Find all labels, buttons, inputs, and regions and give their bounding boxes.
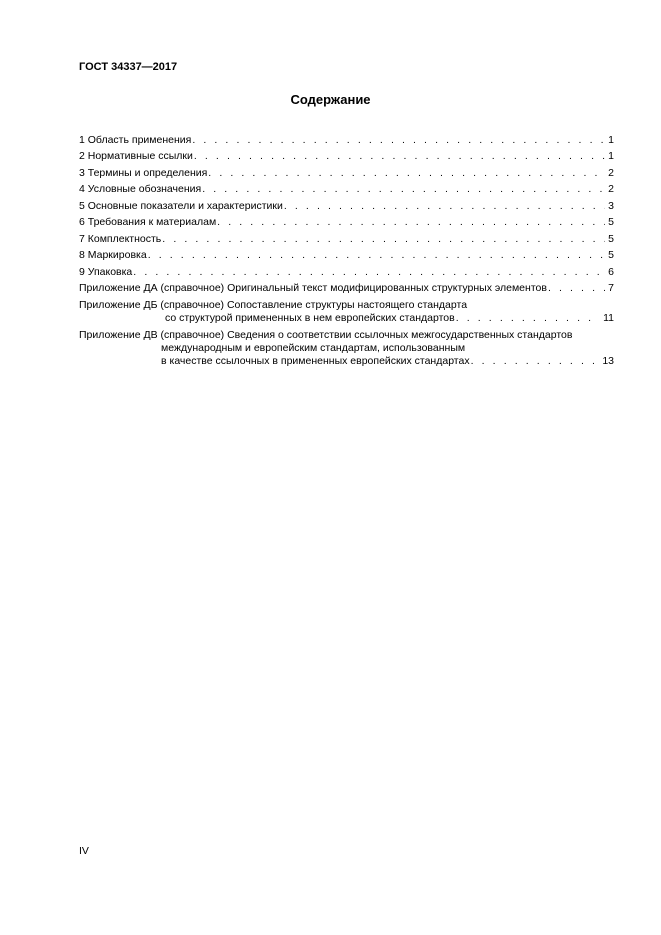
dot-leader — [217, 216, 605, 229]
toc-entry-label: 3 Термины и определения — [79, 166, 208, 179]
toc-entry-page: 7 — [608, 282, 614, 294]
toc-entry-label-line: в качестве ссылочных в примененных европейских стандартах — [161, 355, 470, 367]
toc-entry-appendix-db[interactable] — [79, 299, 614, 325]
dot-leader — [202, 183, 605, 196]
toc-entry-page: 5 — [608, 232, 614, 245]
toc-entry-label: 5 Основные показатели и характеристики — [79, 199, 283, 212]
dot-leader — [471, 355, 600, 368]
toc-entry-section-8[interactable] — [79, 246, 614, 263]
toc-entry-page: 5 — [608, 216, 614, 228]
toc-entry-label: 9 Упаковка — [79, 265, 133, 278]
toc-entry-page: 2 — [608, 183, 614, 195]
toc-entry-page: 6 — [608, 265, 614, 278]
dot-leader — [162, 233, 605, 246]
toc-title: Содержание — [290, 92, 371, 107]
dot-leader — [208, 167, 605, 180]
dot-leader — [284, 200, 605, 213]
dot-leader — [456, 312, 600, 325]
toc-entry-label: Приложение ДА (справочное) Оригинальный текст модифицированных структурных элементов — [79, 282, 547, 294]
toc-entry-label: 4 Условные обозначения — [79, 183, 202, 195]
table-of-contents — [79, 130, 614, 372]
toc-entry-page: 1 — [608, 133, 614, 146]
toc-entry-label: 2 Нормативные ссылки — [79, 150, 193, 162]
toc-entry-label: 1 Область применения — [79, 133, 192, 146]
toc-entry-section-6[interactable] — [79, 213, 614, 230]
page-number: IV — [79, 845, 89, 857]
toc-entry-label: 8 Маркировка — [79, 249, 147, 261]
toc-entry-section-7[interactable] — [79, 229, 614, 246]
dot-leader — [148, 249, 605, 262]
toc-entry-label: 6 Требования к материалам — [79, 216, 217, 228]
dot-leader — [192, 134, 605, 147]
dot-leader — [548, 282, 605, 295]
dot-leader — [194, 150, 605, 163]
toc-entry-label-line: международным и европейским стандартам, использованным — [161, 342, 466, 354]
toc-entry-appendix-da[interactable] — [79, 279, 614, 296]
toc-entry-page: 5 — [608, 249, 614, 261]
toc-entry-page: 11 — [603, 312, 614, 324]
toc-entry-label-line: Приложение ДВ (справочное) Сведения о соответствии ссылочных межгосударственных стандартов — [79, 329, 573, 341]
toc-entry-page: 3 — [608, 199, 614, 212]
toc-entry-section-4[interactable] — [79, 180, 614, 197]
toc-entry-section-1[interactable] — [79, 130, 614, 147]
toc-entry-section-5[interactable] — [79, 196, 614, 213]
toc-entry-section-9[interactable] — [79, 262, 614, 279]
toc-entry-label: 7 Комплектность — [79, 232, 162, 245]
toc-entry-label-line: со структурой примененных в нем европейских стандартов — [165, 312, 455, 324]
toc-entry-page: 1 — [608, 150, 614, 162]
toc-entry-page: 13 — [602, 355, 614, 367]
toc-entry-page: 2 — [608, 166, 614, 179]
toc-entry-section-3[interactable] — [79, 163, 614, 180]
document-code-header: ГОСТ 34337—2017 — [79, 61, 178, 73]
dot-leader — [133, 266, 605, 279]
toc-entry-section-2[interactable] — [79, 147, 614, 164]
toc-entry-appendix-dv[interactable] — [79, 329, 614, 368]
toc-entry-label-line: Приложение ДБ (справочное) Сопоставление структуры настоящего стандарта — [79, 299, 468, 311]
